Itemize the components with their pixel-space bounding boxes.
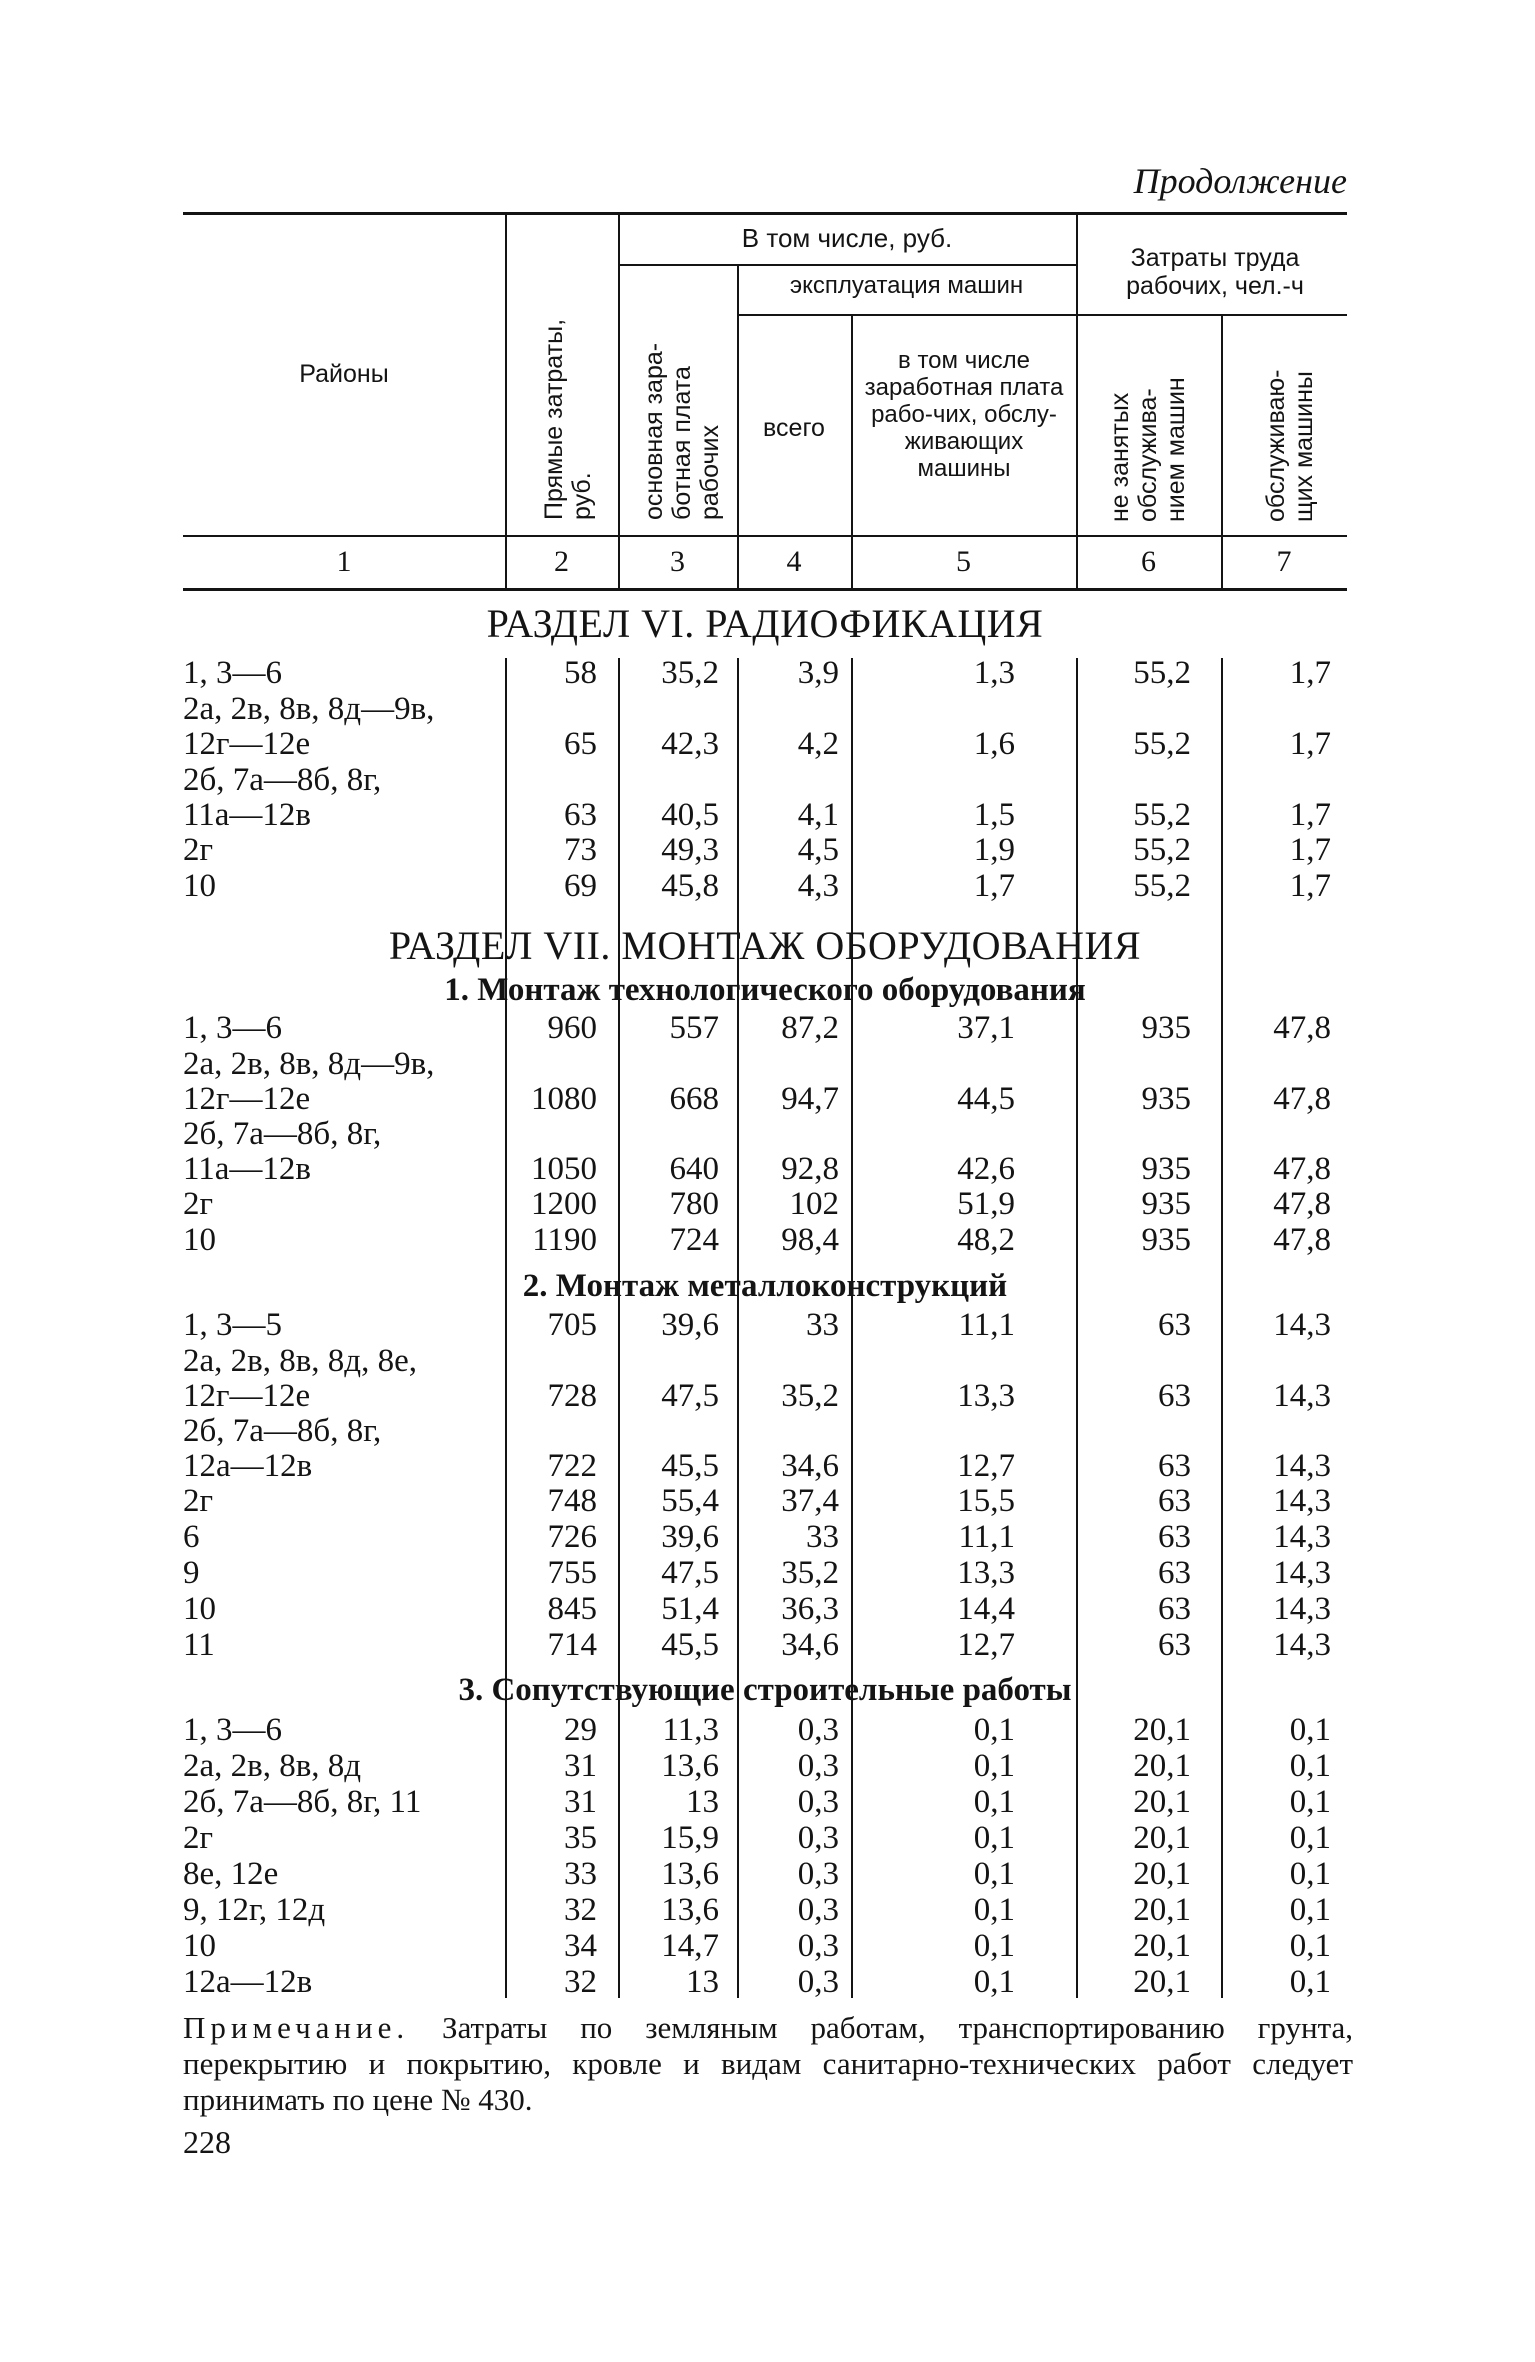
value-cell-col-7: 47,8: [1273, 1150, 1331, 1187]
value-cell-col-7: 47,8: [1273, 1010, 1331, 1046]
value-cell-col-7: 1,7: [1289, 725, 1331, 762]
region-cell: 12а—12в: [183, 1964, 313, 2000]
value-cell-col-2: 58: [564, 655, 597, 691]
region-cell: 10: [183, 868, 216, 904]
region-cell: 2а, 2в, 8в, 8д: [183, 1748, 362, 1784]
value-cell-col-4: 35,2: [781, 1377, 839, 1414]
value-cell-col-2: 728: [547, 1377, 597, 1414]
value-cell-col-5: 37,1: [957, 1010, 1015, 1046]
value-cell-col-2: 726: [547, 1519, 597, 1555]
note-text: Затраты по земляным работам, транспортированию грунта, перекрытию и покрытию, кровле и видам санитарно-технических работ следует принимать по цене № 430.: [183, 2010, 1353, 2117]
value-cell-col-2: 31: [564, 1784, 597, 1820]
table-row: [183, 1591, 1347, 1627]
value-cell-col-4: 34,6: [781, 1627, 839, 1663]
value-cell-col-4: 4,2: [797, 725, 839, 762]
value-cell-col-3: 49,3: [661, 832, 719, 868]
table-row: [183, 1748, 1347, 1784]
value-cell-col-3: 55,4: [661, 1483, 719, 1519]
col-number-7: 7: [1276, 545, 1292, 578]
value-cell-col-7: 0,1: [1289, 1856, 1331, 1892]
value-cell-col-6: 63: [1158, 1483, 1191, 1519]
value-cell-col-4: 87,2: [781, 1010, 839, 1046]
value-cell-col-2: 33: [564, 1856, 597, 1892]
value-cell-col-6: 55,2: [1133, 725, 1191, 762]
region-cell: 10: [183, 1928, 216, 1964]
region-cell: 10: [183, 1222, 216, 1258]
subsection-1-title: 1. Монтаж технологического оборудования: [444, 972, 1086, 1008]
value-cell-col-5: 12,7: [957, 1627, 1015, 1663]
value-cell-col-3: 47,5: [661, 1377, 719, 1414]
table-row: [183, 1483, 1347, 1519]
value-cell-col-2: 63: [564, 796, 597, 833]
value-cell-col-5: 1,5: [973, 796, 1015, 833]
section-6-title: РАЗДЕЛ VI. РАДИОФИКАЦИЯ: [486, 601, 1044, 646]
value-cell-col-3: 780: [669, 1186, 719, 1222]
region-cell: 10: [183, 1591, 216, 1627]
value-cell-col-3: 13,6: [661, 1892, 719, 1928]
value-cell-col-6: 55,2: [1133, 832, 1191, 868]
region-cell: 2а, 2в, 8в, 8д, 8е,: [183, 1343, 417, 1379]
header-col-sep-1: [505, 214, 507, 590]
value-cell-col-6: 20,1: [1133, 1928, 1191, 1964]
value-cell-col-3: 47,5: [661, 1555, 719, 1591]
table-row: [183, 1712, 1347, 1748]
value-cell-col-6: 935: [1141, 1080, 1191, 1117]
value-cell-col-3: 13: [686, 1964, 719, 2000]
value-cell-col-7: 14,3: [1273, 1627, 1331, 1663]
value-cell-col-2: 1200: [531, 1186, 597, 1222]
region-cell: 12г—12е: [183, 1081, 311, 1117]
page-number: 228: [183, 2124, 231, 2160]
value-cell-col-7: 14,3: [1273, 1483, 1331, 1519]
value-cell-col-2: 714: [547, 1627, 597, 1663]
value-cell-col-3: 35,2: [661, 655, 719, 691]
value-cell-col-4: 33: [806, 1307, 839, 1343]
region-cell: 2г: [183, 1186, 214, 1222]
value-cell-col-3: 42,3: [661, 725, 719, 762]
col-number-3: 3: [670, 545, 685, 578]
value-cell-col-7: 14,3: [1273, 1447, 1331, 1484]
region-cell: 2б, 7а—8б, 8г,: [183, 1413, 382, 1449]
col-number-4: 4: [786, 545, 802, 578]
region-cell: 2б, 7а—8б, 8г, 11: [183, 1784, 422, 1820]
table-row: [183, 1519, 1347, 1555]
value-cell-col-7: 0,1: [1289, 1820, 1331, 1856]
value-cell-col-7: 14,3: [1273, 1519, 1331, 1555]
region-cell: 2г: [183, 832, 214, 868]
table-row: [183, 1892, 1347, 1928]
value-cell-col-4: 102: [789, 1186, 839, 1222]
region-cell: 12а—12в: [183, 1448, 313, 1484]
value-cell-col-5: 0,1: [973, 1928, 1015, 1964]
value-cell-col-6: 55,2: [1133, 655, 1191, 691]
value-cell-col-6: 20,1: [1133, 1820, 1191, 1856]
value-cell-col-3: 11,3: [662, 1712, 719, 1748]
value-cell-col-5: 1,7: [973, 868, 1015, 904]
value-cell-col-3: 13: [686, 1784, 719, 1820]
header-bottom-rule: [183, 535, 1347, 537]
value-cell-col-4: 0,3: [797, 1892, 839, 1928]
region-cell: 2б, 7а—8б, 8г,: [183, 762, 382, 798]
value-cell-col-4: 0,3: [797, 1712, 839, 1748]
labor-rule: [1076, 314, 1347, 316]
value-cell-col-2: 748: [547, 1483, 597, 1519]
value-cell-col-3: 14,7: [661, 1928, 719, 1964]
value-cell-col-6: 935: [1141, 1150, 1191, 1187]
value-cell-col-2: 845: [547, 1591, 597, 1627]
col-number-1: 1: [336, 545, 352, 578]
value-cell-col-7: 1,7: [1289, 832, 1331, 868]
col-number-6: 6: [1141, 545, 1156, 578]
continuation-label: Продолжение: [1133, 161, 1347, 201]
region-cell: 2г: [183, 1820, 214, 1856]
value-cell-col-5: 14,4: [957, 1591, 1015, 1627]
region-cell: 2г: [183, 1483, 214, 1519]
value-cell-col-2: 35: [564, 1820, 597, 1856]
table-row: [183, 1555, 1347, 1591]
value-cell-col-2: 32: [564, 1892, 597, 1928]
value-cell-col-3: 724: [669, 1222, 719, 1258]
value-cell-col-7: 0,1: [1289, 1784, 1331, 1820]
value-cell-col-2: 1080: [531, 1080, 597, 1117]
value-cell-col-4: 34,6: [781, 1447, 839, 1484]
value-cell-col-6: 63: [1158, 1377, 1191, 1414]
header-not-machine: не занятых обслужива-нием машин: [1106, 377, 1190, 522]
table-row: [183, 1928, 1347, 1964]
region-cell: 8е, 12е: [183, 1856, 279, 1892]
value-cell-col-7: 47,8: [1273, 1222, 1331, 1258]
value-cell-col-7: 1,7: [1289, 868, 1331, 904]
note: [183, 2010, 1353, 2118]
region-cell: 12г—12е: [183, 1378, 311, 1414]
value-cell-col-6: 63: [1158, 1519, 1191, 1555]
value-cell-col-3: 15,9: [661, 1820, 719, 1856]
value-cell-col-7: 1,7: [1289, 796, 1331, 833]
value-cell-col-4: 0,3: [797, 1820, 839, 1856]
table-row: [183, 1222, 1347, 1258]
header-regions: Районы: [299, 360, 389, 388]
value-cell-col-3: 668: [669, 1080, 719, 1117]
table-row: [183, 1307, 1347, 1343]
value-cell-col-5: 0,1: [973, 1712, 1015, 1748]
table-row: [183, 1784, 1347, 1820]
value-cell-col-5: 44,5: [957, 1080, 1015, 1117]
value-cell-col-5: 1,6: [973, 725, 1015, 762]
value-cell-col-4: 37,4: [781, 1483, 839, 1519]
value-cell-col-2: 34: [564, 1928, 597, 1964]
value-cell-col-3: 39,6: [661, 1519, 719, 1555]
value-cell-col-6: 20,1: [1133, 1964, 1191, 2000]
value-cell-col-7: 0,1: [1289, 1892, 1331, 1928]
value-cell-col-4: 4,3: [797, 868, 839, 904]
table-row: [183, 1856, 1347, 1892]
value-cell-col-6: 63: [1158, 1627, 1191, 1663]
value-cell-col-3: 557: [669, 1010, 719, 1046]
value-cell-col-3: 40,5: [661, 796, 719, 833]
table-row: [183, 1627, 1347, 1663]
value-cell-col-2: 31: [564, 1748, 597, 1784]
header-machine-workers: обслуживаю-щих машины: [1262, 369, 1318, 522]
value-cell-col-6: 63: [1158, 1591, 1191, 1627]
value-cell-col-4: 0,3: [797, 1856, 839, 1892]
value-cell-col-4: 0,3: [797, 1748, 839, 1784]
subsection-2-title: 2. Монтаж металлоконструкций: [522, 1268, 1008, 1304]
header-top-rule: [183, 212, 1347, 215]
header-machine-operation: эксплуатация машин: [789, 272, 1024, 299]
value-cell-col-3: 45,8: [661, 868, 719, 904]
value-cell-col-4: 0,3: [797, 1784, 839, 1820]
region-cell: 9, 12г, 12д: [183, 1892, 326, 1928]
value-cell-col-2: 65: [564, 725, 597, 762]
value-cell-col-5: 1,3: [973, 655, 1015, 691]
value-cell-col-7: 0,1: [1289, 1748, 1331, 1784]
value-cell-col-6: 20,1: [1133, 1748, 1191, 1784]
value-cell-col-2: 29: [564, 1712, 597, 1748]
col-number-5: 5: [956, 545, 971, 578]
value-cell-col-7: 14,3: [1273, 1307, 1331, 1343]
region-cell: 12г—12е: [183, 726, 311, 762]
value-cell-col-3: 640: [669, 1150, 719, 1187]
value-cell-col-7: 14,3: [1273, 1591, 1331, 1627]
header-col-sep-5: [1076, 214, 1078, 590]
note-label: Примечание.: [183, 2010, 410, 2045]
value-cell-col-6: 935: [1141, 1186, 1191, 1222]
value-cell-col-2: 73: [564, 832, 597, 868]
value-cell-col-5: 1,9: [973, 832, 1015, 868]
table-row: [183, 1081, 1347, 1117]
value-cell-col-4: 33: [806, 1519, 839, 1555]
value-cell-col-2: 960: [547, 1010, 597, 1046]
table-row: [183, 1448, 1347, 1484]
value-cell-col-7: 0,1: [1289, 1928, 1331, 1964]
value-cell-col-5: 12,7: [957, 1447, 1015, 1484]
table-row: [183, 1378, 1347, 1414]
region-cell: 1, 3—5: [183, 1307, 282, 1343]
region-cell: 2б, 7а—8б, 8г,: [183, 1116, 382, 1152]
region-cell: 2а, 2в, 8в, 8д—9в,: [183, 691, 435, 727]
value-cell-col-6: 55,2: [1133, 796, 1191, 833]
value-cell-col-7: 14,3: [1273, 1377, 1331, 1414]
value-cell-col-2: 32: [564, 1964, 597, 2000]
header-wages: основная зара-ботная плата рабочих: [640, 342, 724, 520]
value-cell-col-5: 0,1: [973, 1964, 1015, 2000]
value-cell-col-5: 13,3: [957, 1377, 1015, 1414]
header-including: В том числе, руб.: [741, 223, 953, 253]
value-cell-col-4: 35,2: [781, 1555, 839, 1591]
region-cell: 2а, 2в, 8в, 8д—9в,: [183, 1046, 435, 1082]
value-cell-col-5: 0,1: [973, 1856, 1015, 1892]
region-cell: 1, 3—6: [183, 1712, 282, 1748]
table-row: [183, 1820, 1347, 1856]
region-cell: 1, 3—6: [183, 1010, 282, 1046]
value-cell-col-4: 0,3: [797, 1928, 839, 1964]
table-row: [183, 655, 1347, 691]
value-cell-col-4: 0,3: [797, 1964, 839, 2000]
value-cell-col-2: 69: [564, 868, 597, 904]
header-total: всего: [763, 414, 825, 442]
table-row: [183, 1151, 1347, 1187]
region-cell: 9: [183, 1555, 200, 1591]
table-row: [183, 1010, 1347, 1046]
value-cell-col-6: 63: [1158, 1447, 1191, 1484]
value-cell-col-2: 722: [547, 1447, 597, 1484]
col-number-2: 2: [554, 545, 569, 578]
region-cell: 1, 3—6: [183, 655, 282, 691]
region-cell: 11а—12в: [183, 1151, 312, 1187]
value-cell-col-3: 39,6: [661, 1307, 719, 1343]
header-direct-costs: Прямые затраты, руб.: [540, 318, 596, 520]
value-cell-col-7: 47,8: [1273, 1186, 1331, 1222]
header-labor: Затраты труда рабочих, чел.-ч: [1126, 244, 1304, 300]
value-cell-col-5: 51,9: [957, 1186, 1015, 1222]
table-row: [183, 868, 1347, 904]
value-cell-col-6: 63: [1158, 1307, 1191, 1343]
value-cell-col-7: 47,8: [1273, 1080, 1331, 1117]
table-row: [183, 1964, 1347, 2000]
value-cell-col-5: 48,2: [957, 1222, 1015, 1258]
value-cell-col-2: 1190: [532, 1222, 597, 1258]
value-cell-col-3: 51,4: [661, 1591, 719, 1627]
value-cell-col-4: 98,4: [781, 1222, 839, 1258]
value-cell-col-5: 42,6: [957, 1150, 1015, 1187]
region-cell: 11: [183, 1627, 215, 1663]
subsection-3-title: 3. Сопутствующие строительные работы: [458, 1672, 1072, 1708]
value-cell-col-5: 15,5: [957, 1483, 1015, 1519]
value-cell-col-5: 11,1: [958, 1307, 1015, 1343]
value-cell-col-6: 20,1: [1133, 1856, 1191, 1892]
value-cell-col-6: 935: [1141, 1010, 1191, 1046]
value-cell-col-3: 45,5: [661, 1447, 719, 1484]
machine-rule: [737, 314, 1076, 316]
value-cell-col-5: 13,3: [957, 1555, 1015, 1591]
value-cell-col-4: 36,3: [781, 1591, 839, 1627]
header-machine-wages: в том числе заработная плата рабо-чих, обслу-живающих машины: [864, 347, 1064, 482]
value-cell-col-2: 705: [547, 1307, 597, 1343]
value-cell-col-3: 45,5: [661, 1627, 719, 1663]
value-cell-col-4: 4,1: [797, 796, 839, 833]
value-cell-col-6: 20,1: [1133, 1784, 1191, 1820]
value-cell-col-5: 0,1: [973, 1748, 1015, 1784]
value-cell-col-6: 20,1: [1133, 1712, 1191, 1748]
value-cell-col-5: 11,1: [958, 1519, 1015, 1555]
value-cell-col-4: 3,9: [797, 655, 839, 691]
value-cell-col-3: 13,6: [661, 1856, 719, 1892]
value-cell-col-4: 92,8: [781, 1150, 839, 1187]
value-cell-col-5: 0,1: [973, 1784, 1015, 1820]
value-cell-col-4: 4,5: [797, 832, 839, 868]
col-number-rule: [183, 588, 1347, 591]
value-cell-col-7: 0,1: [1289, 1964, 1331, 2000]
including-rule: [618, 264, 1076, 266]
header-col-sep-2: [618, 214, 620, 590]
region-cell: 6: [183, 1519, 200, 1555]
value-cell-col-6: 63: [1158, 1555, 1191, 1591]
value-cell-col-5: 0,1: [973, 1892, 1015, 1928]
value-cell-col-6: 935: [1141, 1222, 1191, 1258]
region-cell: 11а—12в: [183, 797, 312, 833]
value-cell-col-3: 13,6: [661, 1748, 719, 1784]
section-7-title: РАЗДЕЛ VII. МОНТАЖ ОБОРУДОВАНИЯ: [388, 923, 1142, 968]
value-cell-col-6: 20,1: [1133, 1892, 1191, 1928]
value-cell-col-2: 1050: [531, 1150, 597, 1187]
value-cell-col-7: 1,7: [1289, 655, 1331, 691]
value-cell-col-4: 94,7: [781, 1080, 839, 1117]
value-cell-col-6: 55,2: [1133, 868, 1191, 904]
value-cell-col-7: 0,1: [1289, 1712, 1331, 1748]
value-cell-col-7: 14,3: [1273, 1555, 1331, 1591]
value-cell-col-2: 755: [547, 1555, 597, 1591]
table-row: [183, 1186, 1347, 1222]
table-row: [183, 832, 1347, 868]
table-row: [183, 797, 1347, 833]
table-row: [183, 726, 1347, 762]
value-cell-col-5: 0,1: [973, 1820, 1015, 1856]
